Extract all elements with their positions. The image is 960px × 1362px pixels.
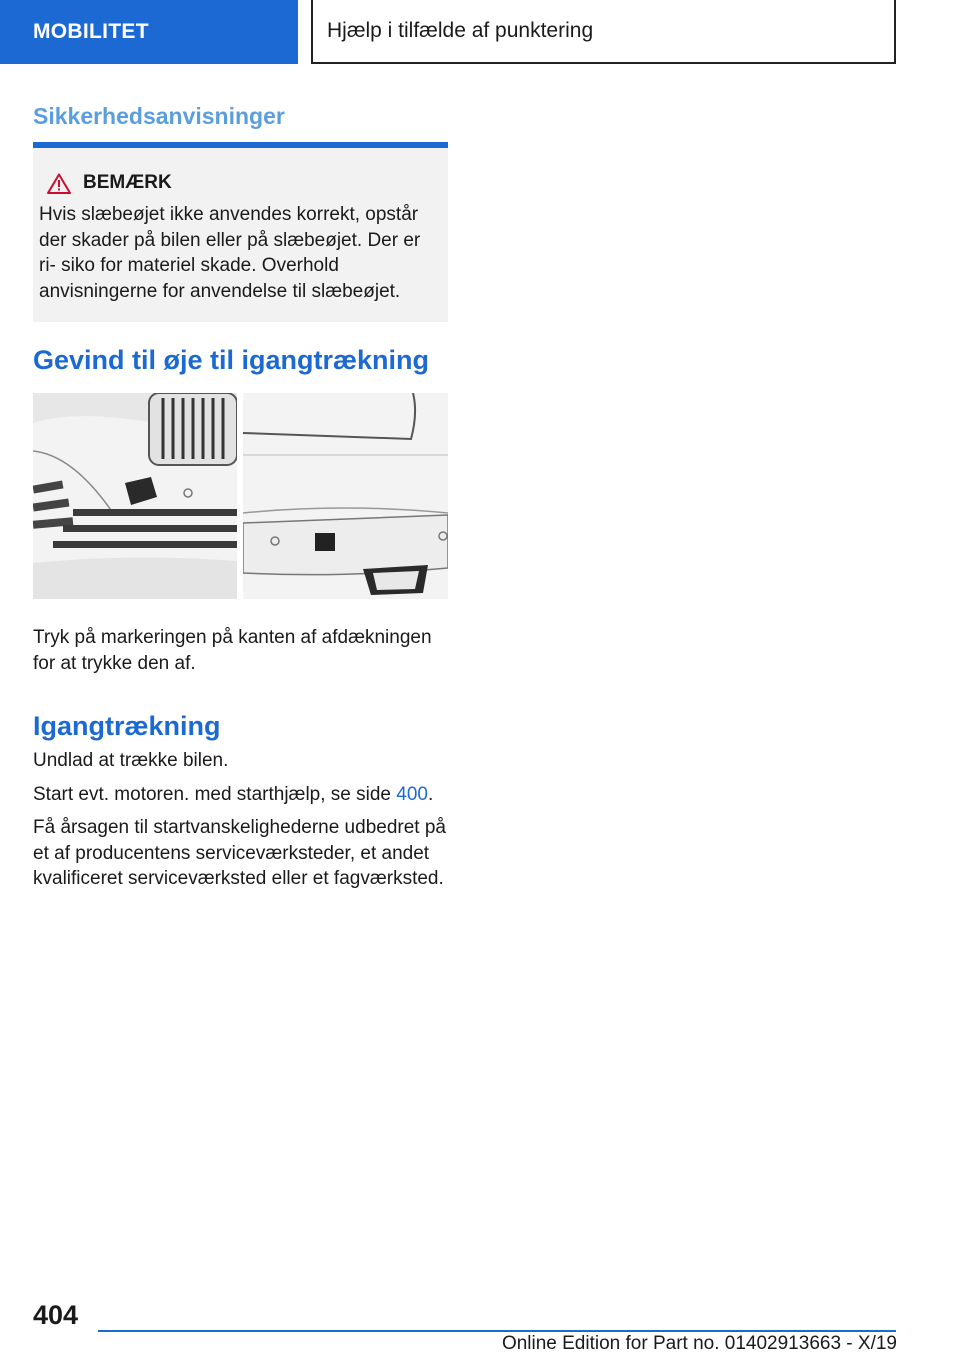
safety-heading: Sikkerhedsanvisninger — [33, 103, 285, 129]
notice-box — [33, 142, 448, 322]
page-number: 404 — [33, 1300, 79, 1330]
tow-start-para3: Få årsagen til startvanskelighederne udbedret på et af producentens serviceværksteder, et andet kvalificeret serviceværksted eller et fagværksted. — [33, 817, 446, 889]
chapter-title-box — [311, 0, 896, 64]
edition-text: Online Edition for Part no. 01402913663 - X/19 — [501, 1333, 897, 1354]
notice-text: Hvis slæbeøjet ikke anvendes korrekt, opstår der skader på bilen eller på slæbeøjet. Der er ri- siko for materiel skade. Overhold anvisningerne for anvendelse til slæbeøjet. — [39, 204, 421, 302]
rear-bumper-illustration — [243, 393, 448, 599]
thread-caption: Tryk på markeringen på kanten af afdækningen for at trykke den af. — [33, 627, 432, 674]
chapter-title: Hjælp i tilfælde af punktering — [327, 19, 594, 42]
para2-suffix: . — [427, 784, 434, 805]
front-bumper-illustration — [33, 393, 237, 599]
warning-triangle-icon — [47, 173, 71, 194]
section-tab — [0, 0, 298, 64]
tow-start-heading: Igangtrækning — [33, 711, 221, 741]
tow-start-para1: Undlad at trække bilen. — [33, 750, 229, 771]
page-reference-link[interactable]: 400 — [396, 784, 428, 805]
thread-heading: Gevind til øje til igangtrækning — [33, 345, 430, 375]
notice-header — [47, 172, 440, 194]
notice-title: BEMÆRK — [83, 172, 172, 193]
para2-prefix: Start evt. motoren. med starthjælp, se side — [33, 784, 397, 805]
footer-rule — [98, 1330, 896, 1332]
section-label: MOBILITET — [33, 20, 149, 43]
tow-start-para2 — [33, 782, 453, 808]
